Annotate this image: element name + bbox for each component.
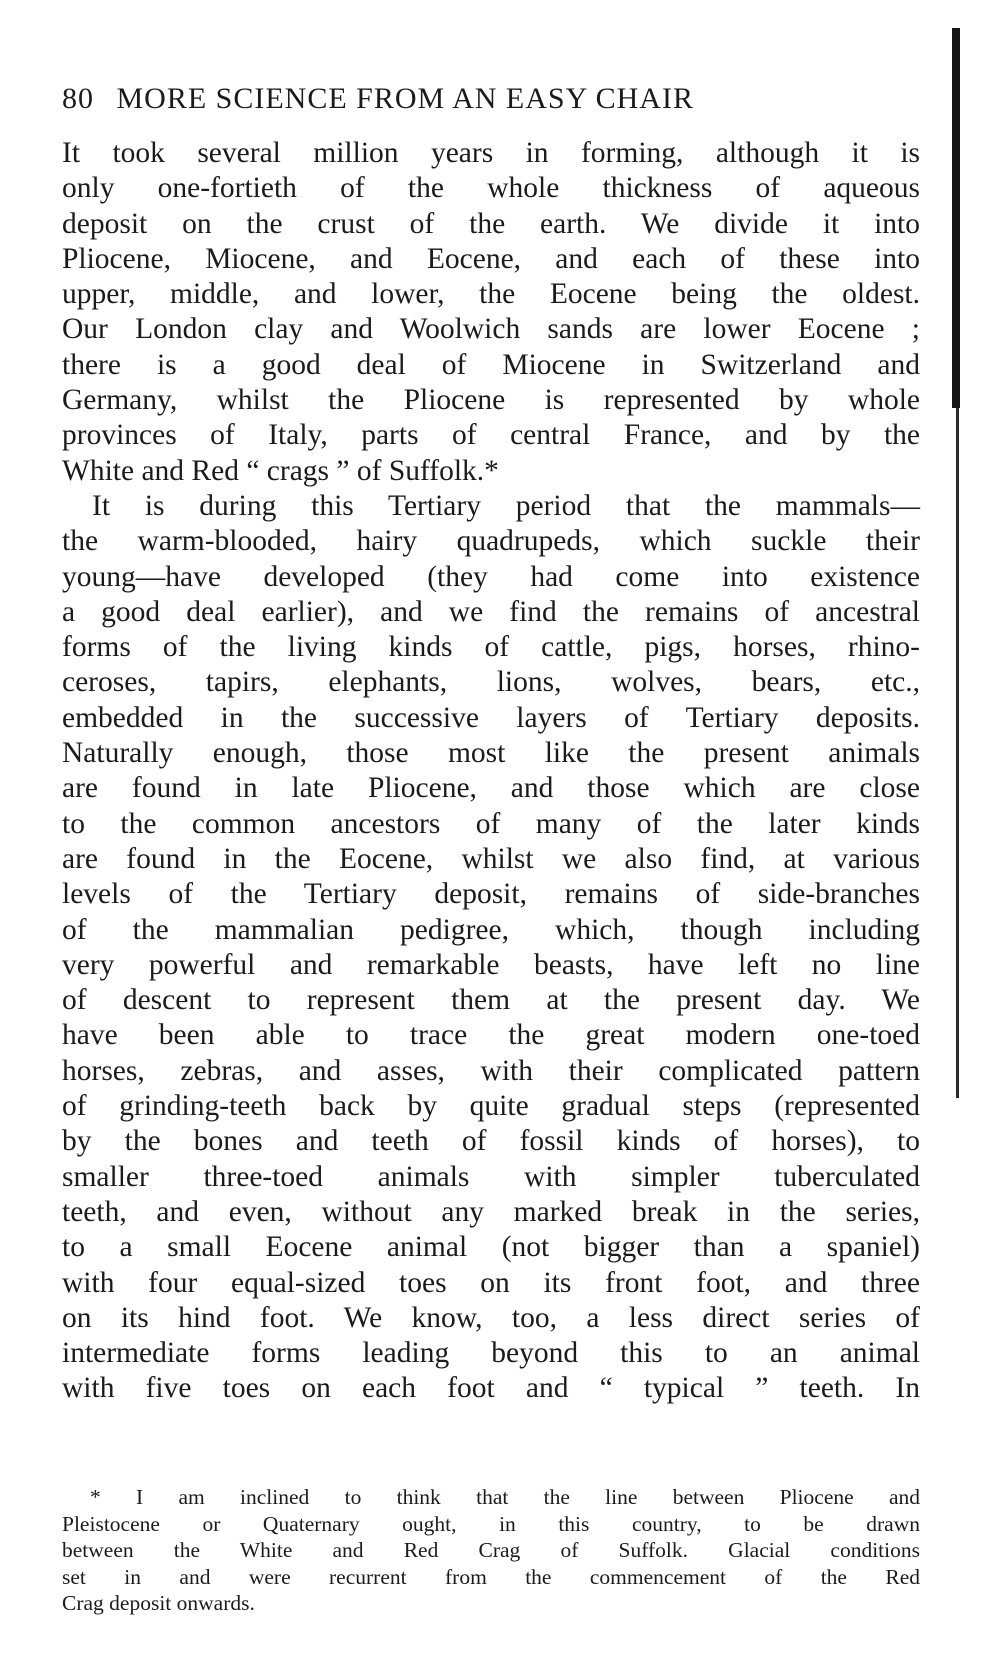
page-edge-shadow bbox=[952, 28, 960, 408]
body-text bbox=[62, 136, 920, 1407]
body-line: deposit on the crust of the earth. We divide it into bbox=[62, 207, 920, 240]
body-line: to a small Eocene animal (not bigger than a spaniel) bbox=[62, 1231, 920, 1264]
body-line: upper, middle, and lower, the Eocene being the oldest. bbox=[62, 278, 920, 311]
body-line: young—have developed (they had come into existence bbox=[62, 560, 920, 593]
footnote-line: set in and were recurrent from the commencement of the Red bbox=[62, 1564, 920, 1589]
body-line: of grinding-teeth back by quite gradual steps (represented bbox=[62, 1090, 920, 1123]
body-line: teeth, and even, without any marked break in the series, bbox=[62, 1195, 920, 1228]
body-line: very powerful and remarkable beasts, have left no line bbox=[62, 948, 920, 981]
body-line: of descent to represent them at the present day. We bbox=[62, 984, 920, 1017]
body-line: forms of the living kinds of cattle, pigs, horses, rhino- bbox=[62, 631, 920, 664]
body-line: of the mammalian pedigree, which, though including bbox=[62, 913, 920, 946]
body-line: It took several million years in forming, although it is bbox=[62, 137, 920, 169]
body-line: have been able to trace the great modern one-toed bbox=[62, 1019, 920, 1052]
body-line: only one-fortieth of the whole thickness of aqueous bbox=[62, 172, 920, 205]
body-line: levels of the Tertiary deposit, remains of side-branches bbox=[62, 878, 920, 911]
body-line: with five toes on each foot and “ typical ” teeth. In bbox=[62, 1372, 920, 1405]
footnote-line: Crag deposit onwards. bbox=[62, 1591, 255, 1615]
footnote-line: Pleistocene or Quaternary ought, in this country, to be drawn bbox=[62, 1511, 920, 1536]
body-line: horses, zebras, and asses, with their complicated pattern bbox=[62, 1054, 920, 1087]
body-line: It is during this Tertiary period that the mammals— bbox=[92, 489, 920, 522]
body-line: a good deal earlier), and we find the remains of ancestral bbox=[62, 595, 920, 628]
body-line: are found in the Eocene, whilst we also find, at various bbox=[62, 842, 920, 875]
body-line: Germany, whilst the Pliocene is represented by whole bbox=[62, 384, 920, 417]
body-line: with four equal-sized toes on its front foot, and three bbox=[62, 1266, 920, 1299]
running-title: MORE SCIENCE FROM AN EASY CHAIR bbox=[116, 82, 694, 115]
body-line: on its hind foot. We know, too, a less direct series of bbox=[62, 1301, 920, 1334]
body-line: Naturally enough, those most like the present animals bbox=[62, 737, 920, 770]
body-line: by the bones and teeth of fossil kinds of horses), to bbox=[62, 1125, 920, 1158]
running-header bbox=[62, 82, 922, 116]
body-line: the warm-blooded, hairy quadrupeds, which suckle their bbox=[62, 525, 920, 558]
body-line: to the common ancestors of many of the later kinds bbox=[62, 807, 920, 840]
body-line: there is a good deal of Miocene in Switzerland and bbox=[62, 348, 920, 381]
body-line: Our London clay and Woolwich sands are lower Eocene ; bbox=[62, 313, 920, 346]
body-line: White and Red “ crags ” of Suffolk.* bbox=[62, 454, 499, 487]
body-line: embedded in the successive layers of Tertiary deposits. bbox=[62, 701, 920, 734]
body-line: smaller three-toed animals with simpler tuberculated bbox=[62, 1160, 920, 1193]
body-line: provinces of Italy, parts of central France, and by the bbox=[62, 419, 920, 452]
footnote-line: between the White and Red Crag of Suffolk. Glacial conditions bbox=[62, 1538, 920, 1562]
body-line: ceroses, tapirs, elephants, lions, wolves, bears, etc., bbox=[62, 666, 920, 699]
body-line: intermediate forms leading beyond this to an animal bbox=[62, 1337, 920, 1370]
footnote bbox=[62, 1484, 920, 1617]
page-edge-shadow-lower bbox=[956, 408, 959, 1098]
body-line: are found in late Pliocene, and those which are close bbox=[62, 772, 920, 805]
page-number: 80 bbox=[62, 82, 94, 115]
body-line: Pliocene, Miocene, and Eocene, and each of these into bbox=[62, 242, 920, 275]
footnote-line: * I am inclined to think that the line between Pliocene and bbox=[90, 1485, 920, 1509]
